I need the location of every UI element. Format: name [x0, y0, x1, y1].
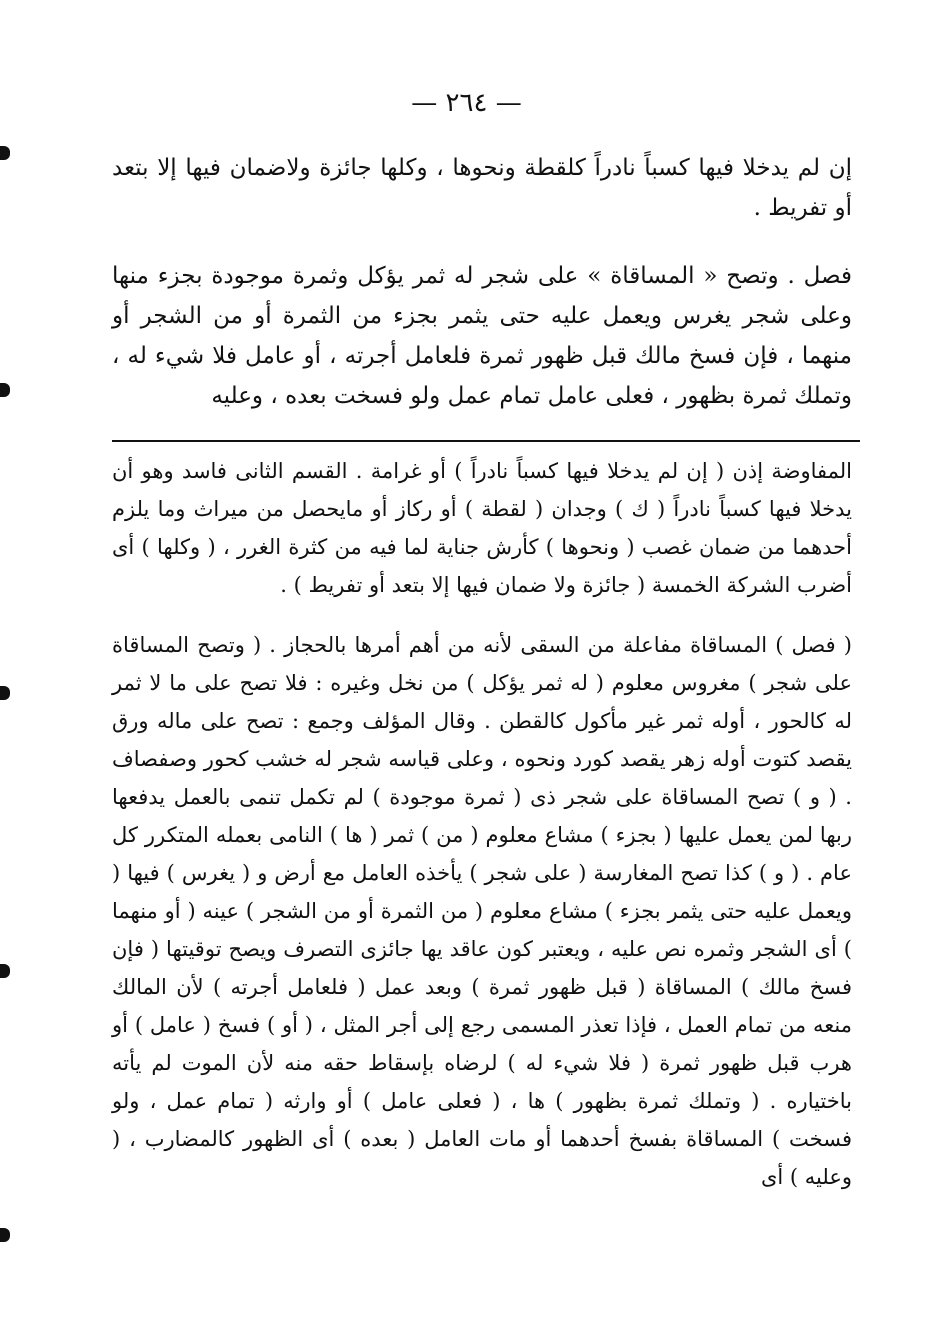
section-divider: [112, 440, 860, 442]
commentary-paragraph: المفاوضة إذن ( إن لم يدخلا فيها كسباً نادراً ) أو غرامة . القسم الثانى فاسد وهو أن يدخلا فيها كسباً نادراً ( ك ) وجدان ( لقطة ) أو ركاز أو مايحصل من ميراث وما يلزم أحدهما من ضمان غصب ( ونحوها ) كأرش جناية لما فيه من كثرة الغرر ، ( وكلها ) أى أضرب الشركة الخمسة ( جائزة ولا ضمان فيها إلا بتعد أو تفريط ) .: [112, 459, 852, 597]
page-number: — ٢٦٤ —: [411, 88, 522, 118]
main-paragraph: إن لم يدخلا فيها كسباً نادراً كلقطة ونحوها ، وكلها جائزة ولاضمان فيها إلا بتعد أو تفريط .: [112, 155, 852, 221]
scan-margin-mark: [0, 964, 10, 978]
scan-margin-mark: [0, 1228, 10, 1242]
scan-margin-mark: [0, 383, 10, 397]
main-paragraph: فصل . وتصح « المساقاة » على شجر له ثمر يؤكل وثمرة موجودة بجزء منها وعلى شجر يغرس ويعمل عليه حتى يثمر بجزء من الثمرة أو من الشجر أو منهما ، فإن فسخ مالك قبل ظهور ثمرة فلعامل أجرته ، أو عامل فلا شيء له ، وتملك ثمرة بظهور ، فعلى عامل تمام عمل ولو فسخت بعده ، وعليه: [112, 263, 852, 409]
commentary-paragraph: ( فصل ) المساقاة مفاعلة من السقى لأنه من أهم أمرها بالحجاز . ( وتصح المساقاة على شجر ) مغروس معلوم ( له ثمر يؤكل ) من نخل وغيره : فلا تصح على ما لا ثمر له كالحور ، أوله ثمر غير مأكول كالقطن . وقال المؤلف وجمع : تصح على ماله ورق يقصد كتوت أوله زهر يقصد كورد ونحوه ، وعلى قياسه شجر له خشب كحور وصفصاف . ( و ) تصح المساقاة على شجر ذى ( ثمرة موجودة ) لم تكمل تنمى بالعمل يدفعها ربها لمن يعمل عليها ( بجزء ) مشاع معلوم ( من ) ثمر ( ها ) النامى بعمله المتكرر كل عام . ( و ) كذا تصح المغارسة ( على شجر ) يأخذه العامل مع أرض و ( يغرس ) فيها ( ويعمل عليه حتى يثمر بجزء ) مشاع معلوم ( من الثمرة أو من الشجر ) عينه ( أو منهما ) أى الشجر وثمره نص عليه ، ويعتبر كون عاقد يها جائزى التصرف ويصح توقيتها ( فإن فسخ مالك ) المساقاة ( قبل ظهور ثمرة ) وبعد عمل ( فلعامل أجرته ) لأن المالك منعه من تمام العمل ، فإذا تعذر المسمى رجع إلى أجر المثل ، ( أو ) فسخ ( عامل ) أو هرب قبل ظهور ثمرة ( فلا شيء له ) لرضاه بإسقاط حقه منه لأن الموت لم يأته باختياره . ( وتملك ثمرة بظهور ) ها ، ( فعلى عامل ) أو وارثه ( تمام عمل ، ولو فسخت ) المساقاة بفسخ أحدهما أو مات العامل ( بعده ) أى الظهور كالمضارب ، ( وعليه ) أى: [112, 633, 852, 1189]
scan-margin-mark: [0, 146, 10, 160]
main-text: [112, 148, 852, 416]
scan-margin-mark: [0, 686, 10, 700]
commentary-text: [112, 452, 852, 1196]
